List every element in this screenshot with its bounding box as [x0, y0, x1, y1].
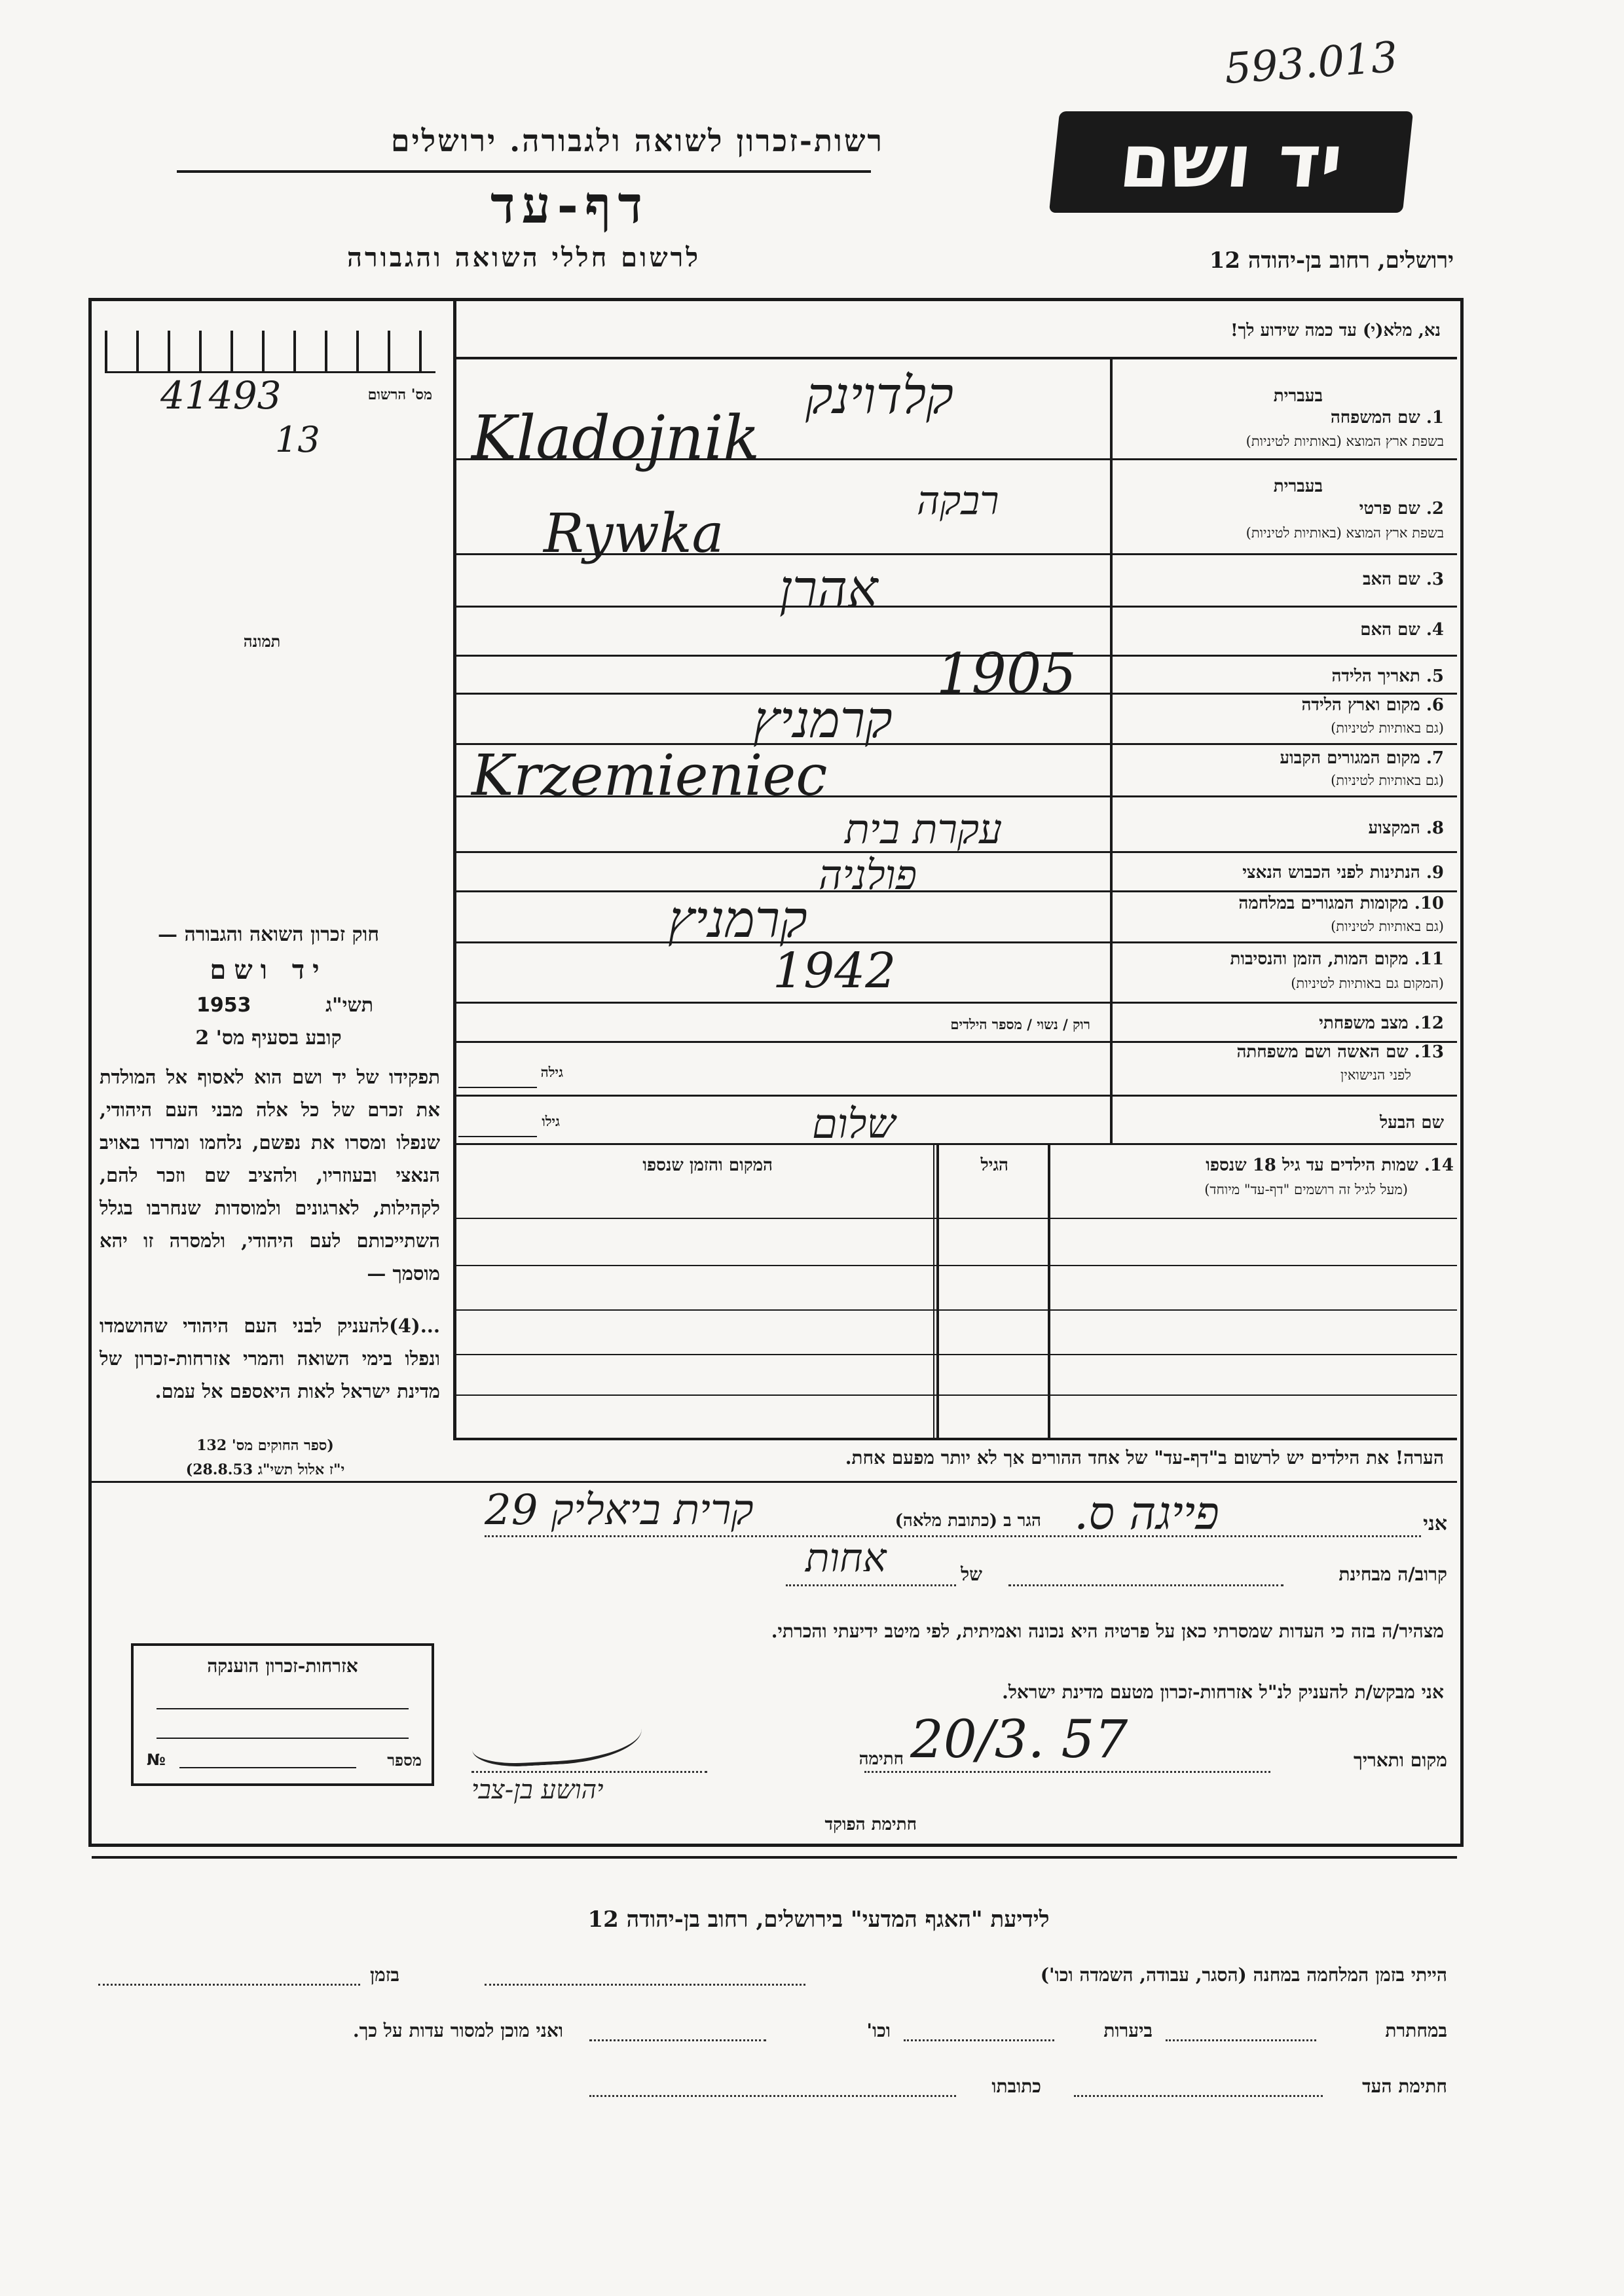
date-line: [864, 1771, 1270, 1773]
field-10-sub: (גם באותיות לטיניות): [1331, 919, 1444, 934]
date-value: 20/3. 57: [910, 1709, 1128, 1770]
children-row-2: [456, 1265, 1457, 1266]
relative-label: קרוב/ה מבחינת: [1338, 1563, 1447, 1585]
husband-value: שלום: [812, 1100, 896, 1148]
children-table-bottom: [456, 1438, 1457, 1440]
field-14-label: 14. שמות הילדים עד גיל 18 שנספו: [1206, 1156, 1454, 1175]
field-10-value: קרמניץ: [668, 890, 807, 949]
registration-suffix: 13: [275, 419, 320, 460]
field-13-age-line: [458, 1087, 537, 1088]
husband-age: גילו: [542, 1113, 560, 1129]
field-9-value: פולניה: [819, 851, 917, 899]
children-col-place: המקום והזמן שנספו: [642, 1156, 773, 1175]
witness-address-bottom-line: [589, 2095, 956, 2097]
field-8-label: 8. המקצוע: [1368, 818, 1444, 838]
attention-line: לידיעת "האגף המדעי" בירושלים, רחוב בן-יהודה 12: [587, 1906, 1050, 1933]
field-6-label: 6. מקום וארץ הלידה: [1301, 695, 1444, 715]
yad-vashem-logo: [1049, 111, 1413, 213]
children-row-5: [456, 1394, 1457, 1396]
hiding-line: [1166, 2039, 1316, 2041]
column-divider: [453, 301, 456, 1440]
witness-address-label: כתובתו: [991, 2075, 1041, 2097]
citizenship-box-title: אזרחות-זכרון הוענקה: [207, 1655, 358, 1677]
law-year-hebrew: תשי"ג: [325, 994, 373, 1017]
authority-name: רשות-זכרון לשואה ולגבורה. ירושלים: [390, 123, 884, 158]
field-2-latin-value: Rywka: [544, 503, 724, 565]
children-col-div-1: [1048, 1143, 1050, 1438]
field-2-hebrew-value: רבקה: [917, 478, 999, 524]
children-row-4: [456, 1354, 1457, 1355]
children-row-1: [456, 1218, 1457, 1219]
field-5-label: 5. תאריך הלידה: [1331, 666, 1444, 686]
field-7-sub: (גם באותיות לטיניות): [1331, 773, 1444, 788]
signature-label: חתימה: [858, 1749, 904, 1769]
label-column-divider: [1110, 359, 1113, 1143]
field-1-hebrew-value: קלדוינק: [805, 367, 954, 426]
camp-when-line: [98, 1984, 360, 1986]
in-hebrew-1: בעברית: [1273, 386, 1323, 406]
law-text: תפקידו של יד ושם הוא לאסוף אל המולדת את זכרם של כל אלה מבני העם היהודי, שנפלו ומסרו את נפשם, נלחמו ומרדו באויב הנאצי ובעוזריו, ולהציב שם וזכר להם, לקהילות, לארגונים ולמוסדות שנחרבו בגלל השתייכותם לעם היהודי, ולמסרה זו יהא מוסמך —: [100, 1066, 440, 1285]
field-8-value: עקרת בית: [845, 805, 1003, 853]
row-rule-11: [456, 1002, 1457, 1004]
field-1-sub: בשפת ארץ המוצא (באותיות לטיניות): [1246, 433, 1444, 449]
top-note-rule: [456, 357, 1457, 359]
official-name: יהושע בן-צבי: [471, 1775, 604, 1805]
law-reference-2: י"ז אלול תשי"ג 28.8.53): [185, 1461, 345, 1478]
law-clause: קובע בסעיף מס' 2: [195, 1027, 342, 1049]
citizenship-box-line3: [179, 1767, 356, 1768]
field-13-label: 13. שם האשה ושם משפחתה: [1236, 1042, 1444, 1062]
field-2-label: 2. שם פרטי: [1359, 499, 1444, 519]
citizenship-box-line2: [157, 1738, 409, 1739]
signature-line: [471, 1771, 707, 1773]
hiding-label: במחתרת: [1385, 2020, 1447, 2041]
citizenship-box: [131, 1643, 434, 1786]
top-note: נא, מלא(י) עד כמה שידוע לך!: [1230, 321, 1441, 340]
field-2-sub: בשפת ארץ המוצא (באותיות לטיניות): [1246, 525, 1444, 541]
row-rule-13: [456, 1095, 1457, 1097]
row-rule-3: [456, 606, 1457, 608]
note-rule: [92, 1481, 1457, 1483]
declaration: מצהיר/ה בזה כי העדות שמסרתי כאן על פרטיה היא נכונה ואמיתית, לפי מיטב ידיעתי והכרתי.: [771, 1620, 1444, 1642]
official-signature-label: חתימת הפוקד: [824, 1815, 917, 1834]
law-text-clause-4: ...(4)להעניק לבני העם היהודי שהושמדו ונפלו בימי השואה והמרי אזרחות-זכרון של מדינת ישראל לאות היאספם אל עמם.: [100, 1315, 440, 1402]
in-hebrew-2: בעברית: [1273, 477, 1323, 496]
field-14-sub: (מעל לגיל זה רושמים "דף-עד" מיוחד): [1204, 1182, 1408, 1197]
witness-address-line: [485, 1535, 1421, 1537]
field-11-value: 1942: [773, 943, 896, 999]
field-1-latin-value: Kladojnik: [471, 403, 760, 473]
ready-text: ואני מוכן למסור עדות על כך.: [352, 2020, 563, 2041]
row-rule-14: [456, 1143, 1457, 1145]
husband-age-line: [458, 1136, 537, 1137]
resident-label: הגר ב (כתובת מלאה): [895, 1511, 1041, 1531]
photo-label: תמונה: [243, 632, 281, 651]
etc-label: וכו': [866, 2020, 891, 2041]
registration-ticks: [105, 331, 435, 373]
children-col-div-3: [933, 1143, 934, 1438]
field-13-sub: לפני הנישואין: [1340, 1067, 1411, 1083]
of-label: של: [961, 1563, 982, 1585]
field-7-label: 7. מקום המגורים הקבוע: [1280, 748, 1444, 768]
field-13-age: גילה: [540, 1064, 563, 1080]
field-3-label: 3. שם האב: [1362, 570, 1444, 589]
etc-line: [589, 2039, 766, 2041]
field-11-label: 11. מקום המות, הזמן והנסיבות: [1230, 949, 1444, 969]
row-rule-9: [456, 890, 1457, 892]
field-6-sub: (גם באותיות לטיניות): [1331, 720, 1444, 736]
children-col-age: הגיל: [980, 1156, 1008, 1175]
citizenship-box-no: №: [147, 1751, 166, 1769]
children-row-3: [456, 1309, 1457, 1311]
address: ירושלים, רחוב בן-יהודה 12: [1209, 247, 1454, 274]
forests-line: [904, 2039, 1054, 2041]
law-year: 1953: [196, 994, 251, 1017]
children-col-div-2: [936, 1143, 939, 1438]
forests-label: ביערות: [1103, 2020, 1153, 2041]
camp-text: הייתי בזמן המלחמה במחנה (הסגר, עבודה, השמדה וכו'): [1040, 1964, 1447, 1986]
law-name: יד ושם: [210, 955, 327, 985]
citizenship-box-number-label: מספר: [387, 1751, 422, 1770]
field-7-value: Krzemieniec: [471, 743, 828, 809]
field-3-value: אהרן: [779, 560, 878, 619]
witness-address: קרית ביאליק 29: [485, 1486, 754, 1535]
relative-value: אחות: [805, 1535, 887, 1581]
children-note: הערה! את הילדים יש לרשום ב"דף-עד" של אחד ההורים אך לא יותר מפעם אחת.: [845, 1447, 1444, 1468]
camp-line: [485, 1984, 805, 1986]
relative-line: [1008, 1584, 1283, 1586]
field-4-label: 4. שם האם: [1360, 620, 1444, 640]
law-reference-1: (ספר החוקים מס' 132: [196, 1437, 334, 1454]
authority-underline: [177, 170, 871, 173]
bottom-section-rule: [92, 1856, 1457, 1859]
field-12-label: 12. מצב משפחתי: [1319, 1013, 1444, 1033]
field-6-value: קרמניץ: [753, 691, 893, 750]
witness-signature-label: חתימת העד: [1362, 2075, 1447, 2097]
row-rule-10: [456, 941, 1457, 943]
field-11-sub: (המקום גם באותיות לטיניות): [1291, 975, 1444, 991]
citizenship-box-line1: [157, 1708, 409, 1709]
husband-label: שם הבעל: [1379, 1113, 1444, 1133]
registration-number: 41493: [160, 373, 282, 418]
witness-name: פייגה ס.: [1074, 1486, 1219, 1540]
form-subtitle: לרשום חללי השואה והגבורה: [346, 242, 701, 273]
witness-signature-line: [1074, 2095, 1323, 2097]
field-12-options: רוק / נשוי / מספר הילדים: [950, 1016, 1090, 1032]
field-10-label: 10. מקומות המגורים במלחמה: [1238, 894, 1444, 913]
law-title: חוק זכרון השואה והגבורה —: [158, 923, 379, 946]
field-9-label: 9. הנתינות לפני הכבוש הנאצי: [1242, 863, 1444, 883]
reference-number: 593.013: [1223, 33, 1399, 94]
citizenship-request: אני מבקש/ת להעניק לנ"ל אזרחות-זכרון מטעם מדינת ישראל.: [1002, 1681, 1444, 1703]
field-5-value: 1905: [936, 642, 1077, 706]
camp-when-label: בזמן: [369, 1964, 399, 1986]
i-label: אני: [1423, 1512, 1447, 1535]
of-line: [786, 1584, 956, 1586]
field-1-label: 1. שם המשפחה: [1330, 408, 1444, 428]
form-title: דף-עד: [490, 175, 649, 235]
place-date-label: מקום ותאריך: [1353, 1749, 1447, 1771]
registration-label: מס' הרשום: [367, 386, 432, 403]
logo-text: יד ושם: [1115, 119, 1347, 204]
